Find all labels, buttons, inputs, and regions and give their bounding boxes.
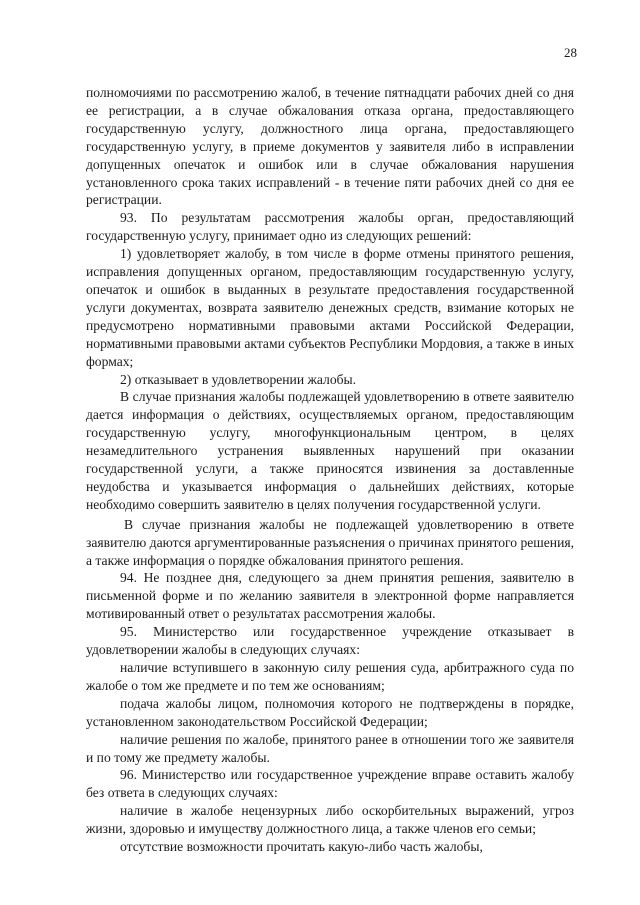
paragraph-refusal-court: наличие вступившего в законную силу решения суда, арбитражного суда по жалобе о том же предмете и по тем же основаниям; xyxy=(86,660,574,693)
page-number: 28 xyxy=(564,45,577,60)
paragraph-item-95: 95. Министерство или государственное учреждение отказывает в удовлетворении жалобы в следующих случаях: xyxy=(86,624,574,658)
paragraph-decision-2: 2) отказывает в удовлетворении жалобы. xyxy=(120,371,357,387)
paragraph-refusal-authority: подача жалобы лицом, полномочия которого не подтверждены в порядке, установленном законодательством Российской Федерации; xyxy=(86,695,574,729)
paragraph-unsatisfied-case: В случае признания жалобы не подлежащей удовлетворению в ответе заявителю даются аргументированные разъяснения о причинах принятого решения, а также информация о порядке обжалования принятого решения. xyxy=(86,516,574,568)
paragraph-obscene: наличие в жалобе нецензурных либо оскорбительных выражений, угроз жизни, здоровью и имуществу должностного лица, а также членов его семьи; xyxy=(86,803,574,837)
paragraph-decision-1: 1) удовлетворяет жалобу, в том числе в форме отмены принятого решения, исправления допущенных органом, предоставляющим государственную услугу, опечаток и ошибок в выданных в результате предоставления государственной услуги документах, возврата заявителю денежных средств, взимание которых не предусмотрено нормативными правовыми актами Российской Федерации, нормативными правовыми актами субъектов Республики Мордовия, а также в иных формах; xyxy=(86,246,574,369)
paragraph-satisfied-case: В случае признания жалобы подлежащей удовлетворению в ответе заявителю дается информация о действиях, осуществляемых органом, предоставляющим государственную услугу, многофункциональным центром, в целях незамедлительного устранения выявленных нарушений при оказании государственной услуги, а также приносятся извинения за доставленные неудобства и указывается информация о дальнейших действиях, которые необходимо совершить заявителю в целях получения государственной услуги. xyxy=(86,389,574,512)
paragraph-item-94: 94. Не позднее дня, следующего за днем принятия решения, заявителю в письменной форме и по желанию заявителя в электронной форме направляется мотивированный ответ о результатах рассмотрения жалобы. xyxy=(86,570,574,622)
document-body xyxy=(86,84,574,856)
paragraph-continuation: полномочиями по рассмотрению жалоб, в течение пятнадцати рабочих дней со дня ее регистрации, а в случае обжалования отказа органа, предоставляющего государственную услугу, должностного лица органа, предоставляющего государственную услугу, в приеме документов у заявителя либо в исправлении допущенных опечаток и ошибок или в случае обжалования нарушения установленного срока таких исправлений - в течение пяти рабочих дней со дня ее регистрации. xyxy=(86,85,574,208)
paragraph-item-96: 96. Министерство или государственное учреждение вправе оставить жалобу без ответа в следующих случаях: xyxy=(86,767,574,801)
paragraph-unreadable: отсутствие возможности прочитать какую-либо часть жалобы, xyxy=(120,839,483,855)
paragraph-refusal-prior: наличие решения по жалобе, принятого ранее в отношении того же заявителя и по тому же предмету жалобы. xyxy=(86,731,574,765)
paragraph-item-93: 93. По результатам рассмотрения жалобы орган, предоставляющий государственную услугу, принимает одно из следующих решений: xyxy=(86,210,574,244)
